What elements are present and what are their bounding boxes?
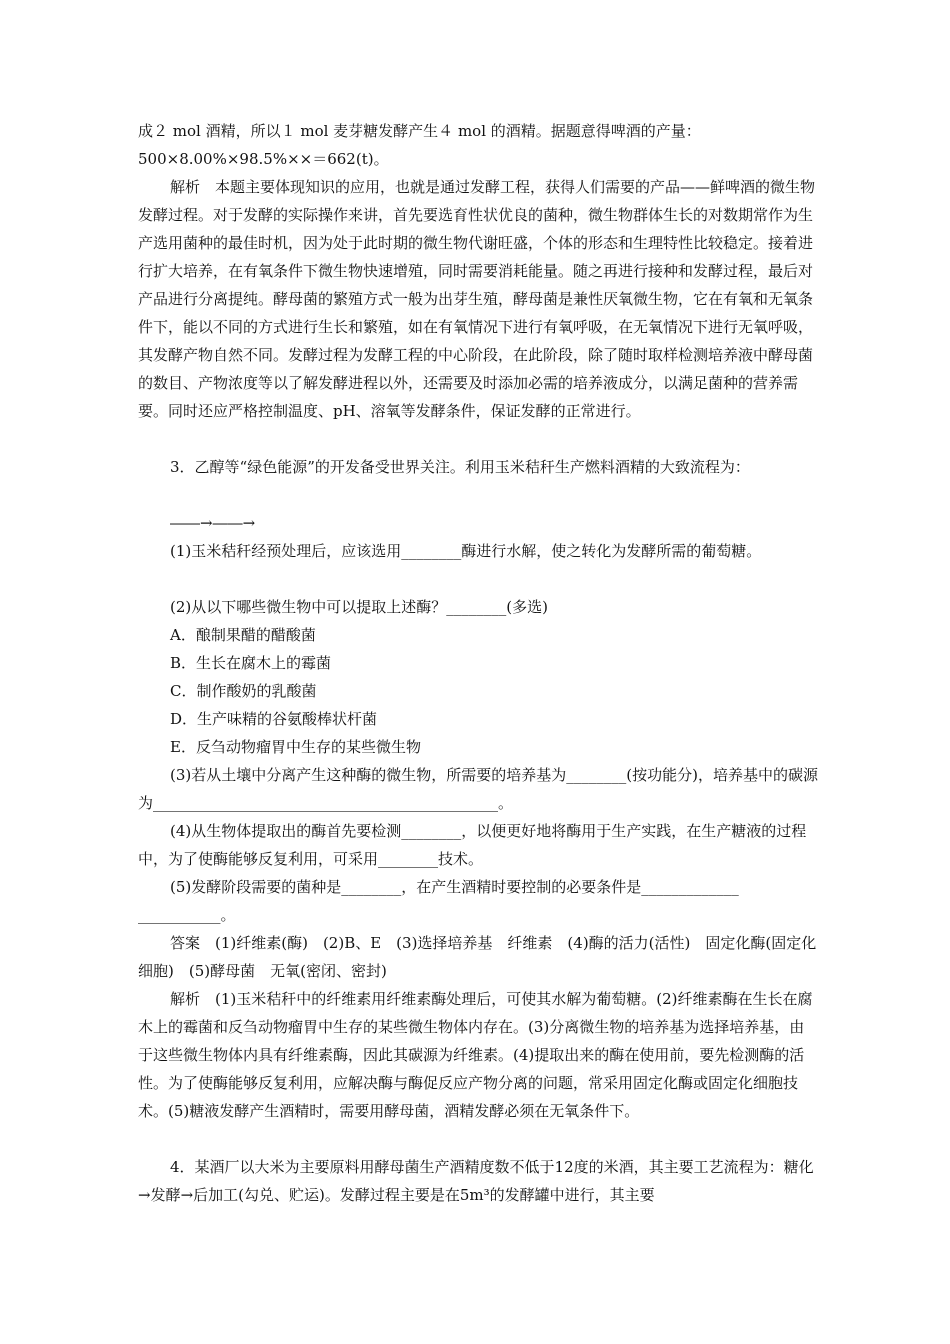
question-3-part-1: (1)玉米秸秆经预处理后，应该选用________酶进行水解，使之转化为发酵所需的葡萄糖。 (170, 542, 762, 560)
option-c: C．制作酸奶的乳酸菌 (170, 682, 317, 700)
question-3-part-5: (5)发酵阶段需要的菌种是________，在产生酒精时要控制的必要条件是_____________ (170, 878, 739, 896)
text-line: 成２ mol 酒精，所以１ mol 麦芽糖发酵产生４ mol 的酒精。据题意得啤酒的产量： (138, 122, 701, 140)
flow-arrows: ――→――→ (170, 514, 256, 532)
question-3-part-2: (2)从以下哪些微生物中可以提取上述酶？________(多选) (170, 598, 548, 616)
question-3-stem: 3．乙醇等“绿色能源”的开发备受世界关注。利用玉米秸秆生产燃料酒精的大致流程为： (170, 458, 750, 476)
option-b: B．生长在腐木上的霉菌 (170, 654, 332, 672)
question-3-part-3: (3)若从土壤中分离产生这种酶的微生物，所需要的培养基为________(按功能分)，培养基中的碳源为______________________________________________。 (138, 766, 818, 812)
option-d: D．生产味精的谷氨酸棒状杆菌 (170, 710, 378, 728)
question-3-part-5-cont: ___________。 (138, 906, 236, 924)
option-a: A．酿制果醋的醋酸菌 (170, 626, 316, 644)
analysis-paragraph: 解析 本题主要体现知识的应用，也就是通过发酵工程，获得人们需要的产品——鲜啤酒的微生物发酵过程。对于发酵的实际操作来讲，首先要选育性状优良的菌种，微生物群体生长的对数期常作为生产选用菌种的最佳时机，因为处于此时期的微生物代谢旺盛，个体的形态和生理特性比较稳定。接着进行扩大培养，在有氧条件下微生物快速增殖，同时需要消耗能量。随之再进行接种和发酵过程，最后对产品进行分离提纯。酵母菌的繁殖方式一般为出芽生殖，酵母菌是兼性厌氧微生物，它在有氧和无氧条件下，能以不同的方式进行生长和繁殖，如在有氧情况下进行有氧呼吸，在无氧情况下进行无氧呼吸，其发酵产物自然不同。发酵过程为发酵工程的中心阶段，在此阶段，除了随时取样检测培养液中酵母菌的数目、产物浓度等以了解发酵进程以外，还需要及时添加必需的培养液成分，以满足菌种的营养需要。同时还应严格控制温度、pH、溶氧等发酵条件，保证发酵的正常进行。 (138, 178, 816, 420)
analysis-paragraph: 解析 (1)玉米秸秆中的纤维素用纤维素酶处理后，可使其水解为葡萄糖。(2)纤维素酶在生长在腐木上的霉菌和反刍动物瘤胃中生存的某些微生物体内存在。(3)分离微生物的培养基为选择培养基，由于这些微生物体内具有纤维素酶，因此其碳源为纤维素。(4)提取出来的酶在使用前，要先检测酶的活性。为了使酶能够反复利用，应解决酶与酶促反应产物分离的问题，常采用固定化酶或固定化细胞技术。(5)糖液发酵产生酒精时，需要用酵母菌，酒精发酵必须在无氧条件下。 (138, 990, 813, 1120)
question-4-stem: 4．某酒厂以大米为主要原料用酵母菌生产酒精度数不低于12度的米酒，其主要工艺流程为：糖化→发酵→后加工(勾兑、贮运)。发酵过程主要是在5m³的发酵罐中进行，其主要 (138, 1158, 814, 1204)
text-line: 500×8.00%×98.5%××＝662(t)。 (138, 150, 389, 168)
option-e: E．反刍动物瘤胃中生存的某些微生物 (170, 738, 421, 756)
question-3-part-4: (4)从生物体提取出的酶首先要检测________，以便更好地将酶用于生产实践，在生产糖液的过程中，为了使酶能够反复利用，可采用________技术。 (138, 822, 807, 868)
answer-paragraph: 答案 (1)纤维素(酶) (2)B、E (3)选择培养基 纤维素 (4)酶的活力(活性) 固定化酶(固定化细胞) (5)酵母菌 无氧(密闭、密封) (138, 934, 817, 980)
